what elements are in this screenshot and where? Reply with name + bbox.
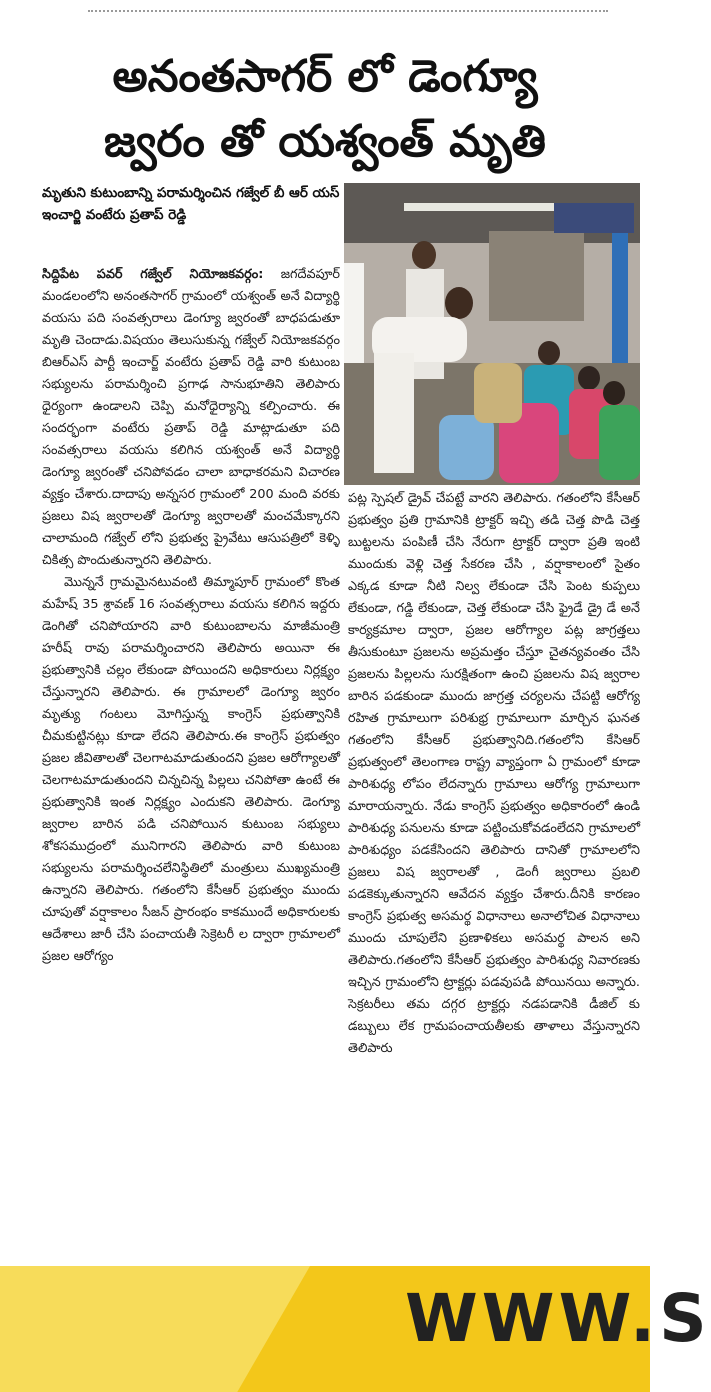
paragraph-3: పట్ల స్పెషల్ డ్రైవ్ చేపట్టే వారని తెలిపారు. గతంలోని కేసీఆర్ ప్రభుత్వం ప్రతి గ్రామానికి ట్రాక్టర్ ఇచ్చి తడి చెత్త పొడి చెత్త బుట్టలను పంపిణీ చేసి నేరుగా ట్రాక్టర్ ద్వారా ప్రతి ఇంటి ముందుకు వెళ్లి చెత్త సేకరణ చేసి , వర్షాకాలంలో సైతం ఎక్కడ కూడా నీటి నిల్వ లేకుండా చేసి పెంట కుప్పలు లేకుండా, గడ్డి లేకుండా, చెత్త లేకుండా చేసి ఫ్రైడే డ్రై డే అనే కార్యక్రమాల ద్వారా, ప్రజల ఆరోగ్యాల పట్ల జాగ్రత్తలు తీసుకుంటూ ప్రజలను అప్రమత్తం చేస్తూ చైతన్యవంతం చేసి ప్రజలను పిల్లలను సురక్షితంగా ఉంచి ప్రజలను విష జ్వరాల బారిన పడకుండా ముందు జాగ్రత్త చర్యలను చేపట్టి ఆరోగ్య రహిత గ్రామాలుగా పరిశుభ్ర గ్రామాలుగా మార్చిన ఘనత గతంలోని కేసీఆర్ ప్రభుత్వానిది.గతంలోని కేసిఆర్ ప్రభుత్వంలో తెలంగాణ రాష్ట్ర వ్యాప్తంగా ఏ గ్రామంలో కూడా పారిశుధ్య లోపం లేదన్నారు గ్రామాలు ఆరోగ్య గ్రామాలుగా మారాయన్నారు. నేడు కాంగ్రెస్ ప్రభుత్వం అధికారంలో ఉండి పారిశుధ్య పనులను కూడా పట్టించుకోవడంలేదని గ్రామాలలో పారిశుధ్యం పడకేసిందని తెలిపారు దానితో గ్రామాలలోని ప్రజలు విష జ్వరాలతో , డెంగీ జ్వరాలు ప్రబలి పడకెక్కుతున్నారని ఆవేదన వ్యక్తం చేశారు.దీనికి కారణం కాంగ్రెస్ ప్రభుత్వ అసమర్థ విధానాలు అనాలోచిత విధానాలు ముందు చూపులేని ప్రణాళికలు అసమర్థ పాలన అని తెలిపారు.గతంలోని కేసీఆర్ ప్రభుత్వం పారిశుధ్య నివారణకు ఇచ్చిన గ్రామంలోని ట్రాక్టర్లు పడవుపడి పోయినయి అన్నారు. సెక్రటరీలు తమ దగ్గర ట్రాక్టర్లు నడపడానికి డీజిల్ కు డబ్బులు లేక గ్రామపంచాయతీలకు తాళాలు వేస్తున్నారని తెలిపారు bbox=[348, 491, 640, 1056]
paragraph-1 bbox=[42, 264, 340, 572]
article-body-right-column bbox=[348, 488, 640, 1060]
banner-top-gap bbox=[0, 1244, 650, 1266]
headline-line-2: జ్వరం తో యశ్వంత్ మృతి bbox=[104, 116, 546, 167]
photo-illustration bbox=[344, 183, 640, 485]
paragraph-2: మొన్ననే గ్రామమైనటువంటి తిమ్మాపూర్ గ్రామంలో కొంత మహేష్ 35 శ్రావణ్ 16 సంవత్సరాలు వయసు కలిగిన ఇద్దరు డెంగితో చనిపోయారని వారి కుటుంబాలను మాజీమంత్రి హరీష్ రావు పరామర్శించారని తెలిపారు అయినా ఈ ప్రభుత్వానికి చల్లం లేకుండా పోయిందని అధికారులు నిర్లక్ష్యం చేస్తున్నారని తెలిపారు. ఈ గ్రామాలలో డెంగ్యూ జ్వరం మృత్యు గంటలు మోగిస్తున్న కాంగ్రెస్ ప్రభుత్వానికి చీమకుట్టినట్లు కూడా లేదని తెలిపారు.ఈ కాంగ్రెస్ ప్రభుత్వం ప్రజల జీవితాలతో చెలగాటమాడుతుందని ప్రజల ఆరోగ్యాలతో చెలగాటమాడుతుందని చిన్నచిన్న పిల్లలు చనిపోతా ఉంటే ఈ ప్రభుత్వానికి ఇంత నిర్లక్ష్యం ఎందుకని తెలిపారు. డెంగ్యూ జ్వరాల బారిన పడి చనిపోయిన కుటుంబ సభ్యులు శోకసముద్రంలో మునిగారని తెలిపారు వారి కుటుంబ సభ్యులను పరామర్శించలేనిస్థితిలో మంత్రులు ముఖ్యమంత్రి ఉన్నారని తెలిపారు. గతంలోని కేసీఆర్ ప్రభుత్వం ముందు చూపుతో వర్షాకాలం సీజన్ ప్రారంభం కాకముందే అధికారులకు ఆదేశాలు జారీ చేసి పంచాయతీ సెక్రెటరీ ల ద్వారా గ్రామాలలో ప్రజల ఆరోగ్యం bbox=[42, 575, 340, 964]
article-body-left-column bbox=[42, 264, 340, 968]
news-photo bbox=[344, 183, 640, 485]
paragraph-1-text: జగదేవపూర్ మండలంలోని అనంతసాగర్ గ్రామంలో యశ్వంత్ అనే విద్యార్థి వయసు పది సంవత్సరాలు డెంగ్యూ జ్వరంతో బాధపడుతూ మృతి చెందాడు.విషయం తెలుసుకున్న గజ్వేల్ నియోజకవర్గం బిఆర్ఎస్ పార్టీ ఇంచార్జ్ వంటేరు ప్రతాప్ రెడ్డి వారి కుటుంబ సభ్యులను పరామర్శించి ప్రగాఢ సానుభూతిని తెలిపారు ధైర్యంగా ఉండాలని చెప్పి మనోధైర్యాన్ని కల్పించారు. ఈ సందర్భంగా వంటేరు ప్రతాప్ రెడ్డి మాట్లాడుతూ పది సంవత్సరాలు వయసు కలిగిన యశ్వంత్ అనే విద్యార్థి డెంగ్యూ జ్వరంతో చనిపోవడం చాలా బాధాకరమని విచారణ వ్యక్తం చేశారు.దాదాపు అన్నసర గ్రామంలో 200 మంది వరకు ప్రజలు విష జ్వరాలతో డెంగ్యూ జ్వరాలతో మంచమేక్కారని చాలామంది గజ్వేల్ లోని ప్రభుత్వ ప్రైవేటు ఆసుపత్రిలో కెళ్ళి చికిత్స పొందుతున్నారని తెలిపారు. bbox=[42, 267, 340, 568]
top-dotted-rule bbox=[88, 10, 608, 12]
subheading: మృతుని కుటుంబాన్ని పరామర్శించిన గజ్వేల్ బీ ఆర్ యస్ ఇంచార్జి వంటేరు ప్రతాప్ రెడ్డి bbox=[42, 185, 340, 223]
dateline: సిద్దిపేట పవర్ గజ్వేల్ నియోజకవర్గం: bbox=[42, 267, 264, 282]
headline-line-1: అనంతసాగర్ లో డెంగ్యూ bbox=[112, 51, 538, 102]
banner-stripe bbox=[0, 1244, 323, 1392]
website-text: WWW.S bbox=[405, 1280, 711, 1357]
